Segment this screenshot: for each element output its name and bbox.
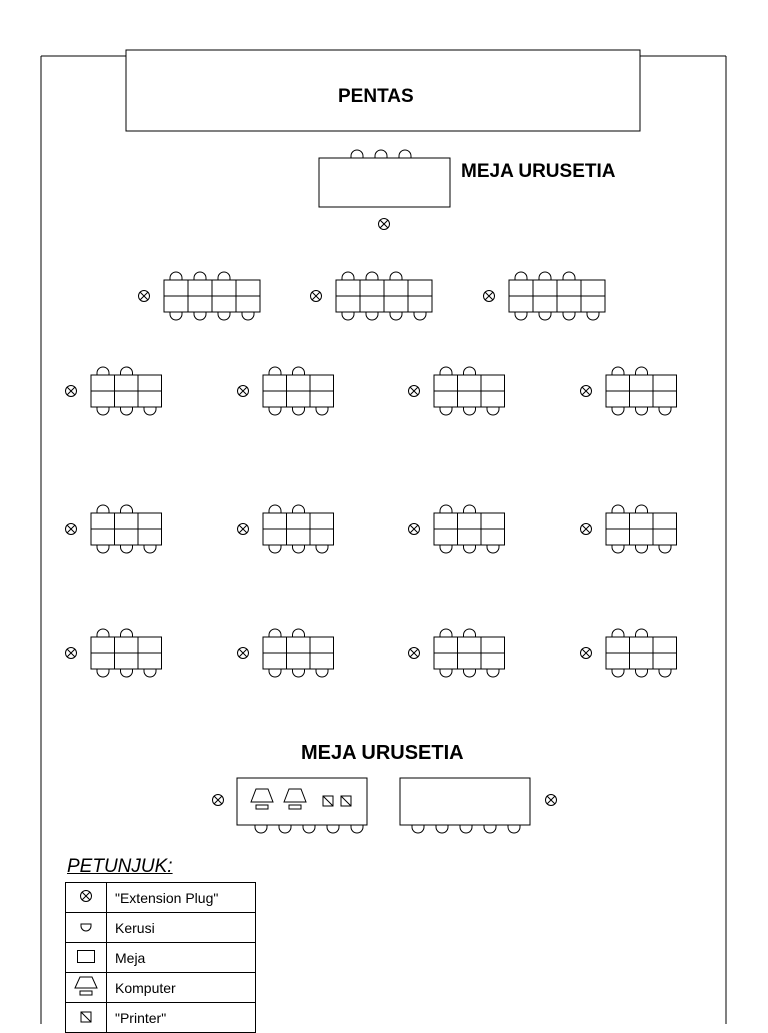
chair-icon: [487, 545, 499, 553]
chair-icon: [636, 669, 648, 677]
chair-icon: [464, 545, 476, 553]
stage-label: PENTAS: [338, 86, 414, 107]
chair-icon: [375, 150, 387, 158]
chair-icon: [636, 629, 648, 637]
chair-icon: [390, 272, 402, 280]
legend-label: Komputer: [107, 973, 256, 1003]
chair-icon: [636, 505, 648, 513]
chair-icon: [612, 407, 624, 415]
chair-icon: [121, 545, 133, 553]
chair-icon: [351, 825, 363, 833]
chair-icon: [97, 669, 109, 677]
chair-icon: [269, 629, 281, 637]
chair-icon: [563, 272, 575, 280]
chair-icon: [399, 150, 411, 158]
chair-icon: [440, 669, 452, 677]
chair-icon: [293, 505, 305, 513]
chair-icon: [487, 407, 499, 415]
chair-icon: [412, 825, 424, 833]
chair-icon: [342, 312, 354, 320]
chair-icon: [440, 505, 452, 513]
chair-icon: [97, 505, 109, 513]
chair-icon: [414, 312, 426, 320]
chair-icon: [659, 545, 671, 553]
chair-icon: [484, 825, 496, 833]
legend-title: PETUNJUK:: [67, 856, 173, 877]
chair-icon: [293, 407, 305, 415]
chair-icon: [464, 367, 476, 375]
chair-icon: [659, 669, 671, 677]
chair-icon: [366, 272, 378, 280]
chair-icon: [612, 367, 624, 375]
chair-icon: [121, 367, 133, 375]
chair-icon: [97, 545, 109, 553]
chair-icon: [464, 669, 476, 677]
chair-icon: [464, 629, 476, 637]
legend-label: Meja: [107, 943, 256, 973]
chair-icon: [659, 407, 671, 415]
chair-icon: [515, 312, 527, 320]
chair-icon: [303, 825, 315, 833]
chair-icon: [464, 407, 476, 415]
legend-label: "Printer": [107, 1003, 256, 1033]
chair-icon: [194, 272, 206, 280]
chair-icon: [440, 367, 452, 375]
chair-icon: [316, 407, 328, 415]
chair-icon: [351, 150, 363, 158]
chair-icon: [539, 272, 551, 280]
chair-icon: [121, 505, 133, 513]
chair-icon: [269, 367, 281, 375]
chair-icon: [293, 367, 305, 375]
chair-icon: [316, 669, 328, 677]
chair-icon: [515, 272, 527, 280]
computer-icon: [284, 789, 306, 802]
chair-icon: [170, 312, 182, 320]
chair-icon: [170, 272, 182, 280]
chair-icon: [636, 545, 648, 553]
chair-icon: [563, 312, 575, 320]
chair-icon: [587, 312, 599, 320]
chair-icon: [97, 407, 109, 415]
chair-icon: [144, 669, 156, 677]
secretariat-top-label: MEJA URUSETIA: [461, 161, 616, 182]
chair-icon: [269, 545, 281, 553]
chair-icon: [440, 545, 452, 553]
printer-icon-stroke: [323, 796, 333, 806]
chair-icon: [612, 629, 624, 637]
legend-label: "Extension Plug": [107, 883, 256, 913]
chair-icon: [460, 825, 472, 833]
chair-icon: [342, 272, 354, 280]
computer-icon-base: [256, 805, 268, 809]
chair-icon: [636, 407, 648, 415]
chair-icon: [97, 629, 109, 637]
chair-icon: [279, 825, 291, 833]
chair-icon: [255, 825, 267, 833]
chair-icon: [316, 545, 328, 553]
computer-icon-base: [289, 805, 301, 809]
chair-icon: [612, 545, 624, 553]
chair-icon: [293, 629, 305, 637]
chair-icon: [636, 367, 648, 375]
chair-icon: [144, 407, 156, 415]
printer-icon-stroke: [341, 796, 351, 806]
chair-icon: [144, 545, 156, 553]
chair-icon: [464, 505, 476, 513]
chair-icon: [440, 407, 452, 415]
legend-label: Kerusi: [107, 913, 256, 943]
secretariat-table-bottom-right: [400, 778, 530, 825]
chair-icon: [327, 825, 339, 833]
chair-icon: [508, 825, 520, 833]
chair-icon: [293, 669, 305, 677]
chair-icon: [612, 505, 624, 513]
chair-icon: [366, 312, 378, 320]
chair-icon: [390, 312, 402, 320]
chair-icon: [194, 312, 206, 320]
chair-icon: [121, 629, 133, 637]
chair-icon: [218, 272, 230, 280]
chair-icon: [121, 669, 133, 677]
chair-icon: [539, 312, 551, 320]
chair-icon: [121, 407, 133, 415]
chair-icon: [436, 825, 448, 833]
chair-icon: [218, 312, 230, 320]
chair-icon: [612, 669, 624, 677]
chair-icon: [269, 669, 281, 677]
chair-icon: [440, 629, 452, 637]
secretariat-table-top: [319, 158, 450, 207]
chair-icon: [293, 545, 305, 553]
chair-icon: [97, 367, 109, 375]
computer-icon: [251, 789, 273, 802]
chair-icon: [487, 669, 499, 677]
chair-icon: [269, 505, 281, 513]
secretariat-bottom-label: MEJA URUSETIA: [301, 742, 464, 764]
chair-icon: [242, 312, 254, 320]
chair-icon: [269, 407, 281, 415]
